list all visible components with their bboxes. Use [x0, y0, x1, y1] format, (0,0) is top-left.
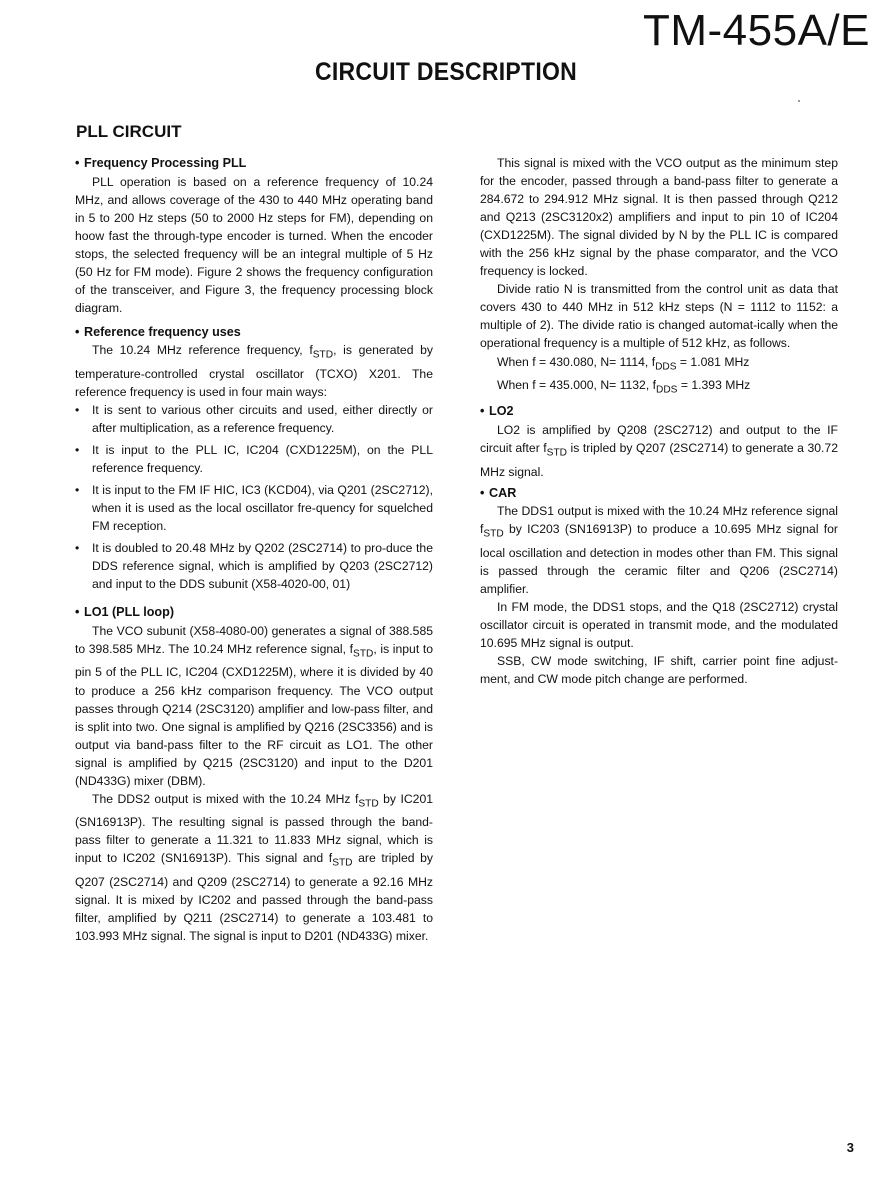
paragraph-lo1-mix: This signal is mixed with the VCO output as the minimum step for the encoder, passed through a band-pass filter to generate a 284.672 to 294.912 MHz signal. It is then passed through Q212 and Q213 (2SC3120x2) amplifiers and input to pin 10 of IC204 (CXD1225M). The signal divided by N by the PLL IC is compared with the 256 kHz signal by the phase comparator, and the VCO frequency is locked. — [480, 156, 838, 279]
heading-lo1: • LO1 (PLL loop) — [75, 605, 175, 620]
right-column — [480, 154, 838, 688]
list-item: • It is doubled to 20.48 MHz by Q202 (2SC2714) to pro-duce the DDS reference signal, which is amplified by Q203 (2SC2712) and input to the DDS subunit (X58-4020-00, 01) — [75, 541, 433, 592]
paragraph-lo1-vco: The VCO subunit (X58-4080-00) generates a signal of 388.585 to 398.585 MHz. The 10.24 MHz reference signal, $f_{STD}$, is input to pin 5 of the PLL IC, IC204 (CXD1225M), where it is divided by 40 to produce a 256 kHz comparison frequency. The VCO output passes through Q214 (2SC3120) amplifier and low-pass filter, and is split into two. One signal is amplified by Q216 (2SC3356) and is output via band-pass filter to the RF circuit as LO1. The other signal is amplified by Q215 (2SC3120) and input to the D201 (ND433G) mixer (DBM). — [75, 623, 433, 788]
paragraph-car-dds1: The DDS1 output is mixed with the 10.24 MHz reference signal $f_{STD}$ by IC203 (SN16913P) to produce a 10.695 MHz signal for local oscillation and detection in modes other than FM. This signal is passed through the ceramic filter and Q206 (2SC2714) amplifier. — [480, 504, 838, 596]
heading-lo2: • LO2 — [480, 404, 514, 419]
paragraph-car-ssb: SSB, CW mode switching, IF shift, carrier point fine adjust-ment, and CW mode pitch change are performed. — [480, 653, 838, 686]
page-number: 3 — [846, 1140, 854, 1155]
paragraph-lo2: LO2 is amplified by Q208 (2SC2712) and output to the IF circuit after $f_{STD}$ is tripled by Q207 (2SC2714) to generate a 30.72 MHz signal. — [480, 422, 838, 479]
section-title: PLL CIRCUIT — [76, 122, 182, 141]
list-item: • It is sent to various other circuits and used, either directly or after multiplication, as a reference frequency. — [75, 402, 433, 435]
scan-speck — [798, 100, 800, 102]
model-number: TM-455A/E — [642, 6, 870, 55]
formula-line-1: When f = 430.080, N= 1114, $f_{DDS} = 1.081$ MHz — [497, 354, 750, 372]
paragraph-reference-uses: The 10.24 MHz reference frequency, $f_{STD}$, is generated by temperature-controlled crystal oscillator (TCXO) X201. The reference frequency is used in four main ways: — [75, 343, 434, 399]
paragraph-car-fm: In FM mode, the DDS1 stops, and the Q18 (2SC2712) crystal oscillator circuit is operated in transmit mode, and the modulated 10.695 MHz signal is output. — [480, 599, 838, 650]
paragraph-divide-ratio: Divide ratio N is transmitted from the control unit as data that covers 430 to 440 MHz in 512 kHz steps (N = 1112 to 1152: a multiple of 2). The divide ratio is changed automat-ically when the operational frequency is a multiple of 512 kHz, as follows. — [480, 282, 838, 351]
page-title: CIRCUIT DESCRIPTION — [314, 58, 578, 86]
heading-frequency-processing: • Frequency Processing PLL — [75, 156, 247, 170]
reference-uses-list — [75, 401, 433, 593]
list-item: • It is input to the PLL IC, IC204 (CXD1225M), on the PLL reference frequency. — [75, 443, 433, 476]
formula-line-2: When f = 435.000, N= 1132, $f_{DDS} = 1.393$ MHz — [497, 378, 751, 396]
paragraph-lo1-dds2: The DDS2 output is mixed with the 10.24 MHz $f_{STD}$ by IC201 (SN16913P). The resulting signal is passed through the band-pass filter to generate a 11.321 to 11.833 MHz signal, which is input to IC202 (SN16913P). This signal and $f_{STD}$ are tripled by Q207 (2SC2714) and Q209 (2SC2714) to generate a 92.16 MHz signal. It is mixed by IC202 and passed through the band-pass filter, amplified by Q211 (2SC2714) to generate a 103.481 to 103.993 MHz signal. The signal is input to D201 (ND433G) mixer. — [75, 791, 434, 943]
heading-reference-uses: • Reference frequency uses — [75, 324, 241, 339]
paragraph-frequency-processing: PLL operation is based on a reference frequency of 10.24 MHz, and allows coverage of the 430 to 440 MHz operating band in 5 to 200 Hz steps (50 to 2000 Hz steps for FM), depending on hoow fast the through-type encoder is turned. When the encoder stops, the selected frequency will be an integral multiple of 5 Hz (50 Hz for FM mode). Figure 2 shows the frequency configuration of the transceiver, and Figure 3, the frequency processing block diagram. — [75, 174, 433, 315]
heading-car: • CAR — [480, 485, 517, 500]
left-column — [75, 154, 433, 945]
list-item: • It is input to the FM IF HIC, IC3 (KCD04), via Q201 (2SC2712), when it is used as the local oscillator fre-quency for squelched FM reception. — [75, 483, 433, 534]
